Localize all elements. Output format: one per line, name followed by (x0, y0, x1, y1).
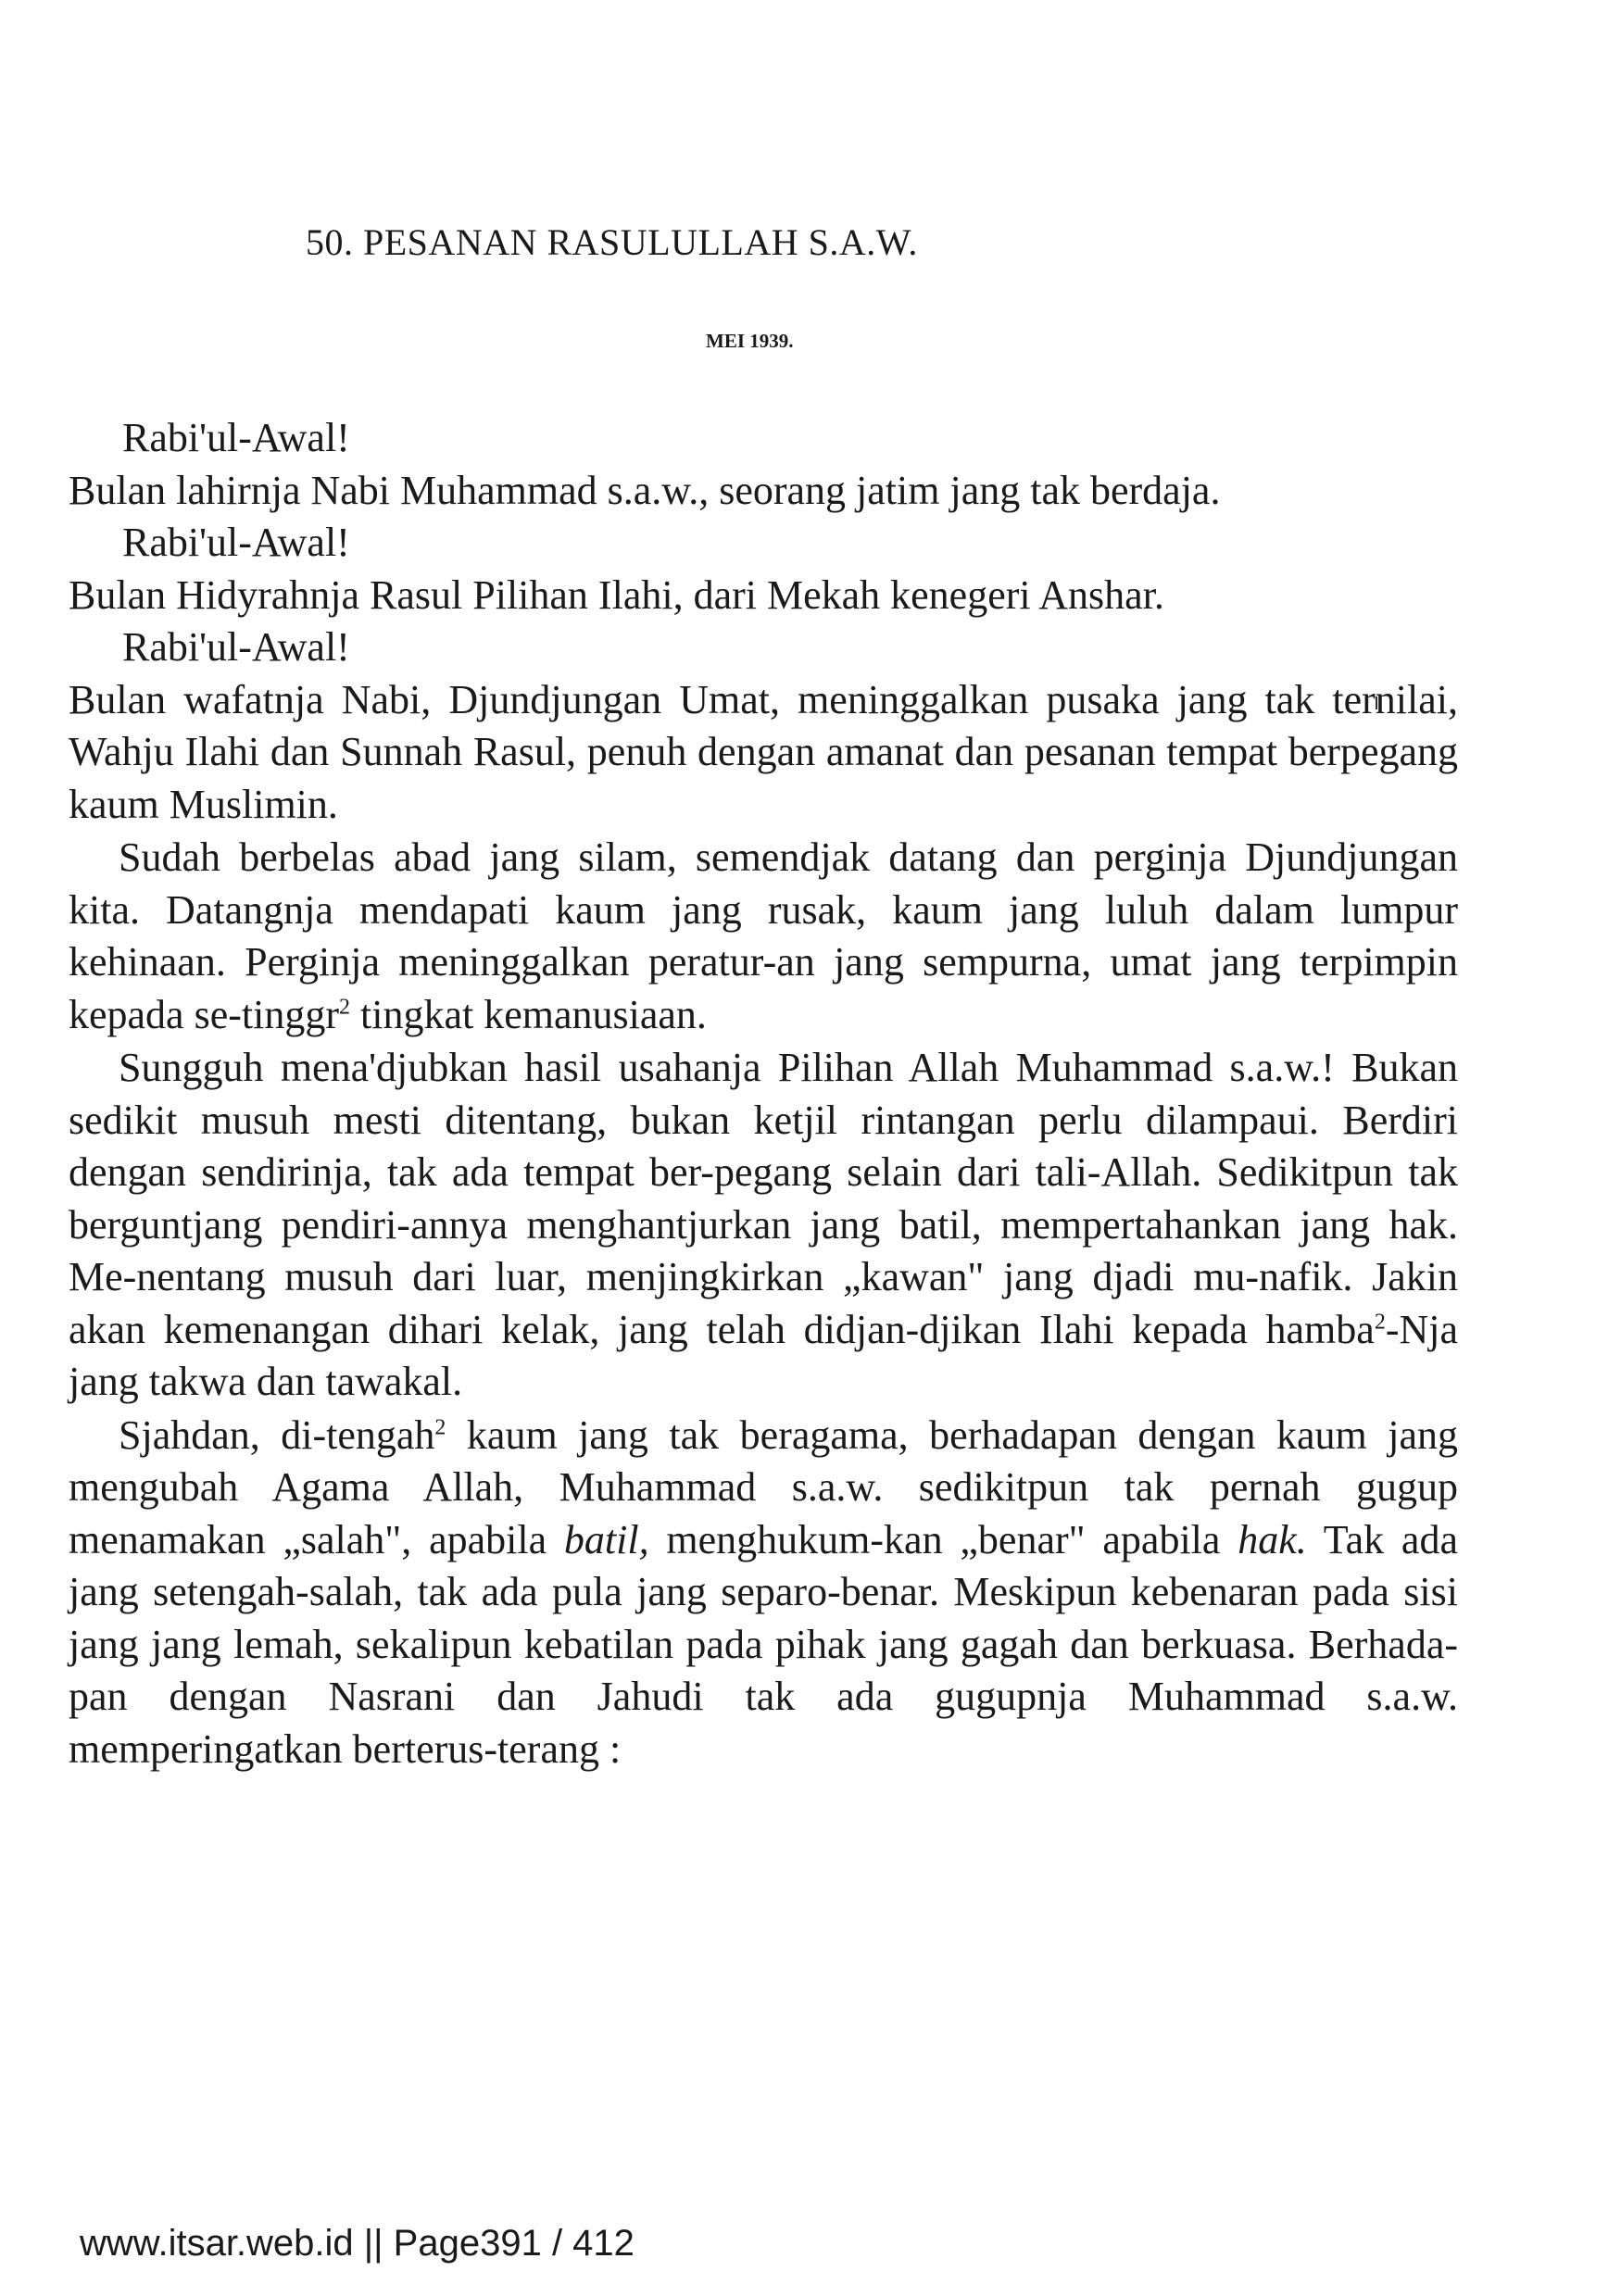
date-heading: MEI 1939. (706, 330, 794, 352)
rabiul-awal-line-3: Rabi'ul-Awal! (122, 624, 350, 670)
paragraph-sjahdan-text-c: menghukum-kan „benar" apabila (648, 1516, 1238, 1562)
paragraph-achievement-text-b: -Nja jang takwa dan tawakal. (69, 1306, 1458, 1404)
paragraph-achievement (69, 1042, 1458, 1409)
paragraph-birth: Bulan lahirnja Nabi Muhammad s.a.w., seorang jatim jang tak berdaja. (69, 467, 1221, 513)
paragraph-hijrah: Bulan Hidyrahnja Rasul Pilihan Ilahi, dari Mekah kenegeri Anshar. (69, 571, 1164, 618)
rabiul-awal-line-1: Rabi'ul-Awal! (122, 415, 350, 460)
paragraph-achievement-text-a: Sungguh mena'djubkan hasil usahanja Pilihan Allah Muhammad s.a.w.! Bukan sedikit musuh mesti ditentang, bukan ketjil rintangan perlu dilampaui. Berdiri dengan sendirinja, tak ada tempat ber-pegang selain dari tali-Allah. Sedikitpun tak berguntjang pendiri-annya menghantjurkan jang batil, mempertahankan jang hak. Me-nentang musuh dari luar, menjingkirkan „kawan" jang djadi mu-nafik. Jakin akan kemenangan dihari kelak, jang telah didjan-djikan Ilahi kepada hamba (69, 1045, 1458, 1352)
paragraph-centuries-text-b: tingkat kemanusiaan. (350, 991, 707, 1037)
paragraph-sjahdan-text-d: Tak ada jang setengah-salah, tak ada pula jang separo-benar. Meskipun kebenaran pada sisi jang jang lemah, sekalipun kebatilan pada pihak jang gagah dan berkuasa. Berhada-pan dengan Nasrani dan Jahudi tak ada gugupnja Muhammad s.a.w. memperingatkan berterus-terang : (69, 1516, 1458, 1772)
paragraph-sjahdan-text-b: kaum jang tak beragama, berhadapan dengan kaum jang mengubah Agama Allah, Muhammad s.a.w. sedikitpun tak pernah gugup menamakan „salah", apabila (69, 1411, 1458, 1562)
page-title: 50. PESANAN RASULULLAH S.A.W. (306, 221, 918, 263)
italic-hak: hak. (1238, 1516, 1307, 1562)
italic-batil: batil, (563, 1516, 649, 1562)
paragraph-centuries (69, 832, 1458, 1041)
paragraph-sjahdan (69, 1410, 1458, 1776)
superscript-marker: 2 (339, 994, 350, 1019)
paragraph-sjahdan-text-a: Sjahdan, di-tengah (119, 1411, 435, 1458)
superscript-marker: 2 (1374, 1309, 1386, 1334)
body-text (69, 412, 1458, 1775)
page-footer: www.itsar.web.id || Page391 / 412 (80, 2223, 635, 2264)
superscript-marker: 2 (434, 1414, 446, 1439)
rabiul-awal-line-2: Rabi'ul-Awal! (122, 520, 350, 565)
paragraph-wafat: Bulan wafatnja Nabi, Djundjungan Umat, meninggalkan pusaka jang tak ternilai, Wahju Ilahi dan Sunnah Rasul, penuh dengan amanat dan pesanan tempat berpegang kaum Muslimin. (69, 676, 1458, 827)
paragraph-centuries-text-a: Sudah berbelas abad jang silam, semendjak datang dan perginja Djundjungan kita. Datangnja mendapati kaum jang rusak, kaum jang luluh dalam lumpur kehinaan. Perginja meninggalkan peratur-an jang sempurna, umat jang terpimpin kepada se-tinggr (69, 834, 1458, 1037)
